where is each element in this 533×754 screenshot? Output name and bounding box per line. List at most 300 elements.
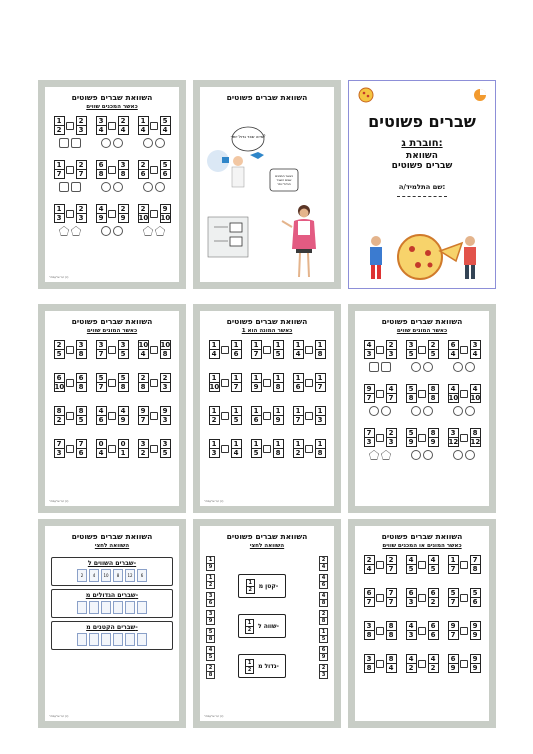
footer: יעל אלקסנדר (c) [49,276,69,279]
comparison-item [133,373,175,392]
fraction: 1 7 [293,406,304,425]
value-slot: 12 [125,569,135,582]
fraction: 3 8 [364,654,375,673]
circle-shape-icon[interactable] [113,138,123,148]
fraction: 1 4 [231,439,242,458]
column-fraction[interactable]: 2 4 [319,556,328,571]
fraction: 1 7 [231,373,242,392]
fraction: 4 10 [448,385,459,402]
circle-shape-icon[interactable] [423,362,433,372]
comparison-item [246,439,288,458]
circle-shape-icon[interactable] [369,406,379,416]
fraction: 4 7 [386,384,397,403]
greater-than-box: 1 2 גדול מ- [238,654,286,678]
comparison-item [91,116,133,148]
fraction: 8 8 [428,384,439,403]
pentagon-shape-icon[interactable] [381,450,391,460]
compare-box[interactable] [108,445,116,453]
circle-shape-icon[interactable] [155,138,165,148]
fraction: 5 6 [160,160,171,179]
comparison-item [246,340,288,359]
compare-box[interactable] [221,379,229,387]
compare-box[interactable] [66,166,74,174]
comparison-item [246,373,288,392]
comparison-item [401,621,443,640]
circle-shape-icon[interactable] [101,182,111,192]
svg-text:הגדול יותר: הגדול יותר [277,182,291,186]
page-subtitle: כאשר המונים או המכנים שווים [382,543,462,549]
equal-half-box [51,557,173,586]
fraction: 1 8 [273,373,284,392]
comparison-item [49,204,91,236]
fraction: 4 2 [406,654,417,673]
compare-box[interactable] [418,594,426,602]
cover-name-line [397,196,447,197]
compare-box[interactable] [305,445,313,453]
hexagon-shape-icon[interactable] [59,138,69,148]
fraction: 2 9 [118,204,129,223]
compare-box[interactable] [305,379,313,387]
compare-box[interactable] [66,379,74,387]
fraction: 1 6 [293,373,304,392]
answer-slot[interactable] [113,633,123,646]
compare-box[interactable] [376,627,384,635]
compare-box[interactable] [460,346,468,354]
compare-box[interactable] [460,627,468,635]
column-fraction[interactable]: 6 9 [319,646,328,661]
fraction: 1 7 [448,555,459,574]
fraction: 4 2 [428,654,439,673]
answer-slot[interactable] [89,633,99,646]
pizza-illustration [352,227,490,283]
column-fraction[interactable]: 3 9 [206,610,215,625]
comparison-item [49,116,91,148]
circle-shape-icon[interactable] [101,138,111,148]
circle-shape-icon[interactable] [453,362,463,372]
fraction: 1 4 [138,116,149,135]
fraction: 2 3 [160,373,171,392]
compare-box[interactable] [221,445,229,453]
answer-slot[interactable] [137,633,147,646]
answer-slot[interactable] [77,633,87,646]
fraction: 1 9 [251,373,262,392]
fraction: 9 10 [160,205,171,222]
compare-box[interactable] [66,210,74,218]
circle-shape-icon[interactable] [411,362,421,372]
comparison-item [401,384,443,416]
comparison-item [443,555,485,574]
fraction: 3 4 [470,340,481,359]
page-subtitle: השוואה לחצי [249,543,285,549]
comparison-item [49,439,91,458]
fraction: 2 7 [76,160,87,179]
compare-box[interactable] [418,390,426,398]
comparison-item [359,654,401,673]
fraction: 1 8 [315,439,326,458]
comparison-item [359,340,401,372]
compare-box[interactable] [263,379,271,387]
answer-slot[interactable] [101,633,111,646]
fraction: 1 10 [209,374,220,391]
fraction-grid [359,555,485,673]
fraction: 8 2 [54,406,65,425]
fraction: 7 7 [386,588,397,607]
hexagon-shape-icon[interactable] [369,362,379,372]
fraction: 0 4 [96,439,107,458]
worksheet-page-4 [38,304,186,513]
row-heading: שברים השווים ל- [87,560,137,567]
page-subtitle: כאשר המכנים שווים [86,104,138,110]
compare-box[interactable] [460,561,468,569]
compare-box[interactable] [263,445,271,453]
worksheet-page-5 [193,304,341,513]
fraction: 10 4 [138,341,149,358]
answer-slot[interactable] [77,601,87,614]
compare-box[interactable] [460,594,468,602]
fraction: 4 5 [406,555,417,574]
fraction: 1 5 [251,439,262,458]
comparison-item [133,406,175,425]
comparison-item [91,160,133,192]
greater-half-box [51,589,173,618]
page-title: השוואת שברים פשוטים [226,93,308,102]
column-fraction[interactable]: 2 8 [319,610,328,625]
comparison-item [443,588,485,607]
answer-slot[interactable] [113,601,123,614]
empty-slots [52,601,172,617]
compare-box[interactable] [108,412,116,420]
compare-box[interactable] [66,122,74,130]
fraction: 3 8 [364,621,375,640]
comparison-item [133,340,175,359]
fraction: 1 2 [209,406,220,425]
fraction: 2 3 [386,340,397,359]
compare-box[interactable] [418,660,426,668]
less-half-box [51,621,173,650]
worksheet-page-6 [348,304,496,513]
comparison-item [133,204,175,236]
page-title: השוואת שברים פשוטים [381,532,463,541]
fraction: 8 5 [76,406,87,425]
circle-shape-icon[interactable] [155,182,165,192]
answer-slot[interactable] [125,633,135,646]
fraction: 6 3 [406,588,417,607]
compare-box[interactable] [150,346,158,354]
compare-box[interactable] [108,210,116,218]
comparison-item [359,428,401,460]
circle-shape-icon[interactable] [423,406,433,416]
compare-box[interactable] [150,445,158,453]
hexagon-shape-icon[interactable] [381,362,391,372]
compare-box[interactable] [221,346,229,354]
fraction: 9 7 [448,621,459,640]
value-slot: 10 [101,569,111,582]
circle-shape-icon[interactable] [143,138,153,148]
circle-shape-icon[interactable] [113,226,123,236]
fraction: 4 10 [470,385,481,402]
compare-box[interactable] [305,412,313,420]
equal-box: 1 2 שווה ל- [238,614,286,638]
compare-box[interactable] [150,412,158,420]
footer: יעל אלקסנדר (c) [49,715,69,718]
fraction: 9 7 [138,406,149,425]
page-title: השוואת שברים פשוטים [71,317,153,326]
cover-subtitle-2: שברים פשוטים [391,161,453,171]
fraction: 8 8 [386,621,397,640]
pentagon-shape-icon[interactable] [143,226,153,236]
fraction: 1 7 [54,160,65,179]
greater-than-label: גדול מ- [258,662,279,670]
comparison-item [288,373,330,392]
fraction: 3 5 [118,340,129,359]
empty-slots [52,633,172,649]
circle-shape-icon[interactable] [113,182,123,192]
comparison-item [91,406,133,425]
fraction: 4 5 [428,555,439,574]
circle-shape-icon[interactable] [465,406,475,416]
pentagon-shape-icon[interactable] [155,226,165,236]
fraction: 2 10 [138,205,149,222]
worksheet-cover [348,80,496,289]
pentagon-shape-icon[interactable] [71,226,81,236]
fraction: 1 9 [273,406,284,425]
fraction: 1 3 [209,439,220,458]
fraction: 6 7 [364,588,375,607]
fraction: 1 6 [251,406,262,425]
fraction: 2 3 [76,204,87,223]
compare-box[interactable] [376,594,384,602]
fraction: 2 5 [54,340,65,359]
column-fraction[interactable]: 3 6 [206,592,215,607]
fraction: 0 1 [118,439,129,458]
compare-box[interactable] [221,412,229,420]
fraction: 3 7 [96,340,107,359]
fraction: 5 8 [118,373,129,392]
compare-box[interactable] [305,346,313,354]
page-title: השוואת שברים פשוטים [71,93,153,102]
fraction: 3 5 [160,439,171,458]
fraction: 3 8 [76,340,87,359]
compare-box[interactable] [376,390,384,398]
equal-label: שווה ל- [257,622,279,630]
compare-box[interactable] [150,166,158,174]
teacher-illustration [200,109,334,279]
fraction: 5 6 [470,588,481,607]
compare-box[interactable] [150,122,158,130]
circle-shape-icon[interactable] [411,406,421,416]
bubble-text-1: איזה שבר גדול יותר? [230,134,266,139]
comparison-item [443,621,485,640]
less-than-label: קטן מ- [258,582,279,590]
compare-box[interactable] [376,346,384,354]
circle-shape-icon[interactable] [411,450,421,460]
fraction: 3 5 [406,340,417,359]
comparison-item [359,621,401,640]
fraction: 2 3 [76,116,87,135]
fraction: 4 6 [96,406,107,425]
comparison-item [204,373,246,392]
fraction: 1 6 [231,340,242,359]
fraction: 8 12 [470,429,481,446]
hexagon-shape-icon[interactable] [59,182,69,192]
column-fraction[interactable]: 4 5 [206,646,215,661]
pentagon-shape-icon[interactable] [59,226,69,236]
compare-box[interactable] [376,660,384,668]
comparison-item [401,428,443,460]
compare-box[interactable] [418,346,426,354]
fraction: 7 8 [470,555,481,574]
column-fraction[interactable]: 2 8 [206,664,215,679]
circle-shape-icon[interactable] [101,226,111,236]
compare-box[interactable] [376,561,384,569]
circle-shape-icon[interactable] [143,182,153,192]
comparison-item [246,406,288,425]
comparison-item [443,384,485,416]
fraction: 4 3 [406,621,417,640]
fraction: 1 4 [209,340,220,359]
column-fraction[interactable]: 1 5 [319,628,328,643]
fraction: 3 4 [96,116,107,135]
fraction: 7 3 [364,428,375,447]
circle-shape-icon[interactable] [381,406,391,416]
cover-note [360,175,484,178]
compare-box[interactable] [460,660,468,668]
compare-box[interactable] [418,561,426,569]
compare-box[interactable] [263,346,271,354]
comparison-item [204,340,246,359]
comparison-item [204,439,246,458]
answer-slot[interactable] [137,601,147,614]
pizza-icon [356,87,376,103]
worksheet-page-7 [38,519,186,728]
comparison-item [288,406,330,425]
cover-booklet: חוברת ג: [401,138,443,149]
pie-icon [472,87,488,103]
comparison-item [401,340,443,372]
hexagon-shape-icon[interactable] [71,138,81,148]
compare-box[interactable] [376,434,384,442]
column-fraction[interactable]: 4 8 [319,592,328,607]
comparison-item [91,204,133,236]
circle-shape-icon[interactable] [465,362,475,372]
fraction: 3 8 [118,160,129,179]
pentagon-shape-icon[interactable] [369,450,379,460]
fraction: 4 3 [364,340,375,359]
fraction: 1 2 [54,116,65,135]
fraction: 1 2 [293,439,304,458]
cover-student-label: שם התלמיד/ה: [398,183,446,191]
comparison-item [401,654,443,673]
compare-box[interactable] [263,412,271,420]
compare-box[interactable] [108,166,116,174]
comparison-item [443,428,485,460]
fraction: 2 7 [386,555,397,574]
column-fraction[interactable]: 2 3 [319,664,328,679]
fraction: 2 8 [138,373,149,392]
page-subtitle: השוואה לחצי [94,543,130,549]
row-heading: שברים הגדולים מ- [85,592,139,599]
fraction: 6 8 [76,373,87,392]
compare-box[interactable] [108,346,116,354]
fraction: 9 3 [160,406,171,425]
worksheet-page-9 [348,519,496,728]
compare-box[interactable] [418,627,426,635]
compare-box[interactable] [108,379,116,387]
fraction: 9 7 [364,384,375,403]
compare-box[interactable] [460,390,468,398]
column-fraction[interactable]: 1 9 [206,556,215,571]
comparison-item [359,384,401,416]
circle-shape-icon[interactable] [453,406,463,416]
fraction: 6 9 [448,654,459,673]
compare-box[interactable] [108,122,116,130]
value-slot: 2 [77,569,87,582]
circle-shape-icon[interactable] [453,450,463,460]
column-fraction[interactable]: 4 6 [319,574,328,589]
compare-box[interactable] [66,412,74,420]
worksheet-page-1 [38,80,186,289]
fraction: 5 4 [160,116,171,135]
compare-box[interactable] [418,434,426,442]
fraction: 1 8 [273,439,284,458]
fraction: 7 3 [54,439,65,458]
left-fraction-column [206,556,215,682]
column-fraction[interactable]: 5 8 [206,628,215,643]
compare-box[interactable] [66,445,74,453]
value-slot: 8 [113,569,123,582]
fraction: 5 8 [406,384,417,403]
comparison-item [288,340,330,359]
answer-slot[interactable] [89,601,99,614]
page-subtitle: כאשר המונה הוא 1 [241,328,293,334]
compare-box[interactable] [150,210,158,218]
comparison-item [49,373,91,392]
fraction: 6 6 [428,621,439,640]
page-title: השוואת שברים פשוטים [226,532,308,541]
fraction: 5 7 [96,373,107,392]
cover-title: שברים פשוטים [368,112,476,131]
circle-shape-icon[interactable] [465,450,475,460]
comparison-item [288,439,330,458]
compare-box[interactable] [150,379,158,387]
fraction: 2 4 [364,555,375,574]
value-slot: 6 [137,569,147,582]
comparison-item [49,160,91,192]
worksheet-page-2 [193,80,341,289]
fraction: 5 7 [448,588,459,607]
footer: יעל אלקסנדר (c) [204,500,224,503]
fraction: 6 4 [448,340,459,359]
fraction: 8 4 [386,654,397,673]
comparison-item [443,340,485,372]
comparison-item [91,373,133,392]
answer-slot[interactable] [101,601,111,614]
compare-box[interactable] [460,434,468,442]
circle-shape-icon[interactable] [423,450,433,460]
answer-slot[interactable] [125,601,135,614]
fraction: 6 10 [54,374,65,391]
compare-box[interactable] [66,346,74,354]
fraction: 1 4 [293,340,304,359]
right-fraction-column [319,556,328,682]
fraction: 2 5 [428,340,439,359]
worksheet-page-8 [193,519,341,728]
hexagon-shape-icon[interactable] [71,182,81,192]
page-title: השוואת שברים פשוטים [381,317,463,326]
comparison-item [401,555,443,574]
column-fraction[interactable]: 1 2 [206,574,215,589]
fraction: 4 9 [118,406,129,425]
